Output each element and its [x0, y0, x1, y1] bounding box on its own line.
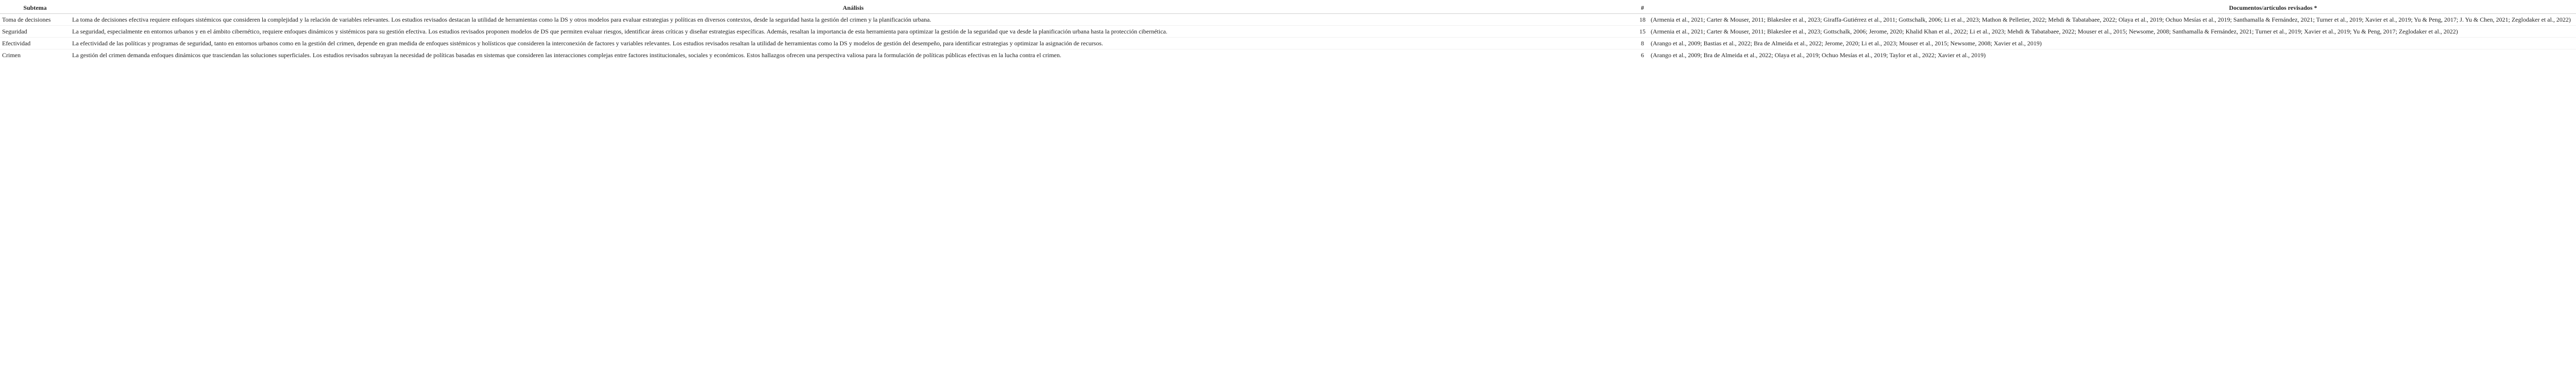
cell-count: 18	[1636, 14, 1649, 26]
cell-subtema: Efectividad	[0, 38, 70, 49]
cell-analisis: La toma de decisiones efectiva requiere enfoques sistémicos que consideren la complejidad y la relación de variables relevantes. Los estudios revisados destacan la utilidad de herramientas como la DS y otros modelos para evaluar estrategias y políticas en diversos contextos, desde la seguridad hasta la gestión del crimen y la planificación urbana.	[70, 14, 1636, 26]
cell-analisis: La efectividad de las políticas y programas de seguridad, tanto en entornos urbanos como en la gestión del crimen, depende en gran medida de enfoques sistémicos y holísticos que consideren la interconexión de factores y variables relevantes. Los estudios revisados resaltan la utilidad de herramientas como la DS y modelos de gestión del desempeño, para identificar estrategias y optimizar la asignación de recursos.	[70, 38, 1636, 49]
table-row	[0, 38, 2576, 49]
cell-subtema: Seguridad	[0, 26, 70, 38]
header-count: #	[1636, 2, 1649, 14]
cell-documents: (Arango et al., 2009; Bra de Almeida et al., 2022; Olaya et al., 2019; Ochuo Mesías et al., 2019; Taylor et al., 2022; Xavier et al., 2019)	[1649, 49, 2576, 61]
review-table	[0, 2, 2576, 61]
cell-count: 8	[1636, 38, 1649, 49]
cell-count: 6	[1636, 49, 1649, 61]
cell-documents: (Armenia et al., 2021; Carter & Mouser, 2011; Blakeslee et al., 2023; Gottschalk, 2006; Jerome, 2020; Khalid Khan et al., 2022; Li et al., 2023; Mehdi & Tabatabaee, 2022; Mouser et al., 2015; Newsome, 2008; Santhamalla & Fernández, 2021; Turner et al., 2019; Xavier et al., 2019; Yu & Peng, 2017; Zeglodaker et al., 2022)	[1649, 26, 2576, 38]
header-subtema: Subtema	[0, 2, 70, 14]
cell-subtema: Crimen	[0, 49, 70, 61]
header-analisis: Análisis	[70, 2, 1636, 14]
table-row	[0, 49, 2576, 61]
cell-count: 15	[1636, 26, 1649, 38]
cell-analisis: La seguridad, especialmente en entornos urbanos y en el ámbito cibernético, requiere enfoques dinámicos y sistémicos para su gestión efectiva. Los estudios revisados proponen modelos de DS que permiten evaluar riesgos, identificar áreas críticas y diseñar estrategias específicas. Además, resaltan la importancia de esta herramienta para optimizar la gestión de la seguridad que va desde la planificación urbana hasta la protección cibernética.	[70, 26, 1636, 38]
cell-subtema: Toma de decisiones	[0, 14, 70, 26]
table-row	[0, 26, 2576, 38]
header-documents: Documentos/artículos revisados *	[1649, 2, 2576, 14]
table-header	[0, 2, 2576, 14]
cell-documents: (Armenia et al., 2021; Carter & Mouser, 2011; Blakeslee et al., 2023; Giraffa-Gutiérrez et al., 2011; Gottschalk, 2006; Li et al., 2023; Mathon & Pelletier, 2022; Mehdi & Tabatabaee, 2022; Olaya et al., 2019; Ochuo Mesías et al., 2019; Santhamalla & Fernández, 2021; Turner et al., 2019; Xavier et al., 2019; Yu & Peng, 2017; J. Yu & Chen, 2021; Zeglodaker et al., 2022)	[1649, 14, 2576, 26]
cell-analisis: La gestión del crimen demanda enfoques dinámicos que trasciendan las soluciones superficiales. Los estudios revisados subrayan la necesidad de políticas basadas en sistemas que consideren las interacciones complejas entre factores institucionales, sociales y económicos. Estos hallazgos ofrecen una perspectiva valiosa para la formulación de políticas públicas efectivas en la lucha contra el crimen.	[70, 49, 1636, 61]
table-row	[0, 14, 2576, 26]
header-row	[0, 2, 2576, 14]
table-body	[0, 14, 2576, 61]
cell-documents: (Arango et al., 2009; Bastias et al., 2022; Bra de Almeida et al., 2022; Jerome, 2020; Li et al., 2023; Mouser et al., 2015; Newsome, 2008; Xavier et al., 2019)	[1649, 38, 2576, 49]
